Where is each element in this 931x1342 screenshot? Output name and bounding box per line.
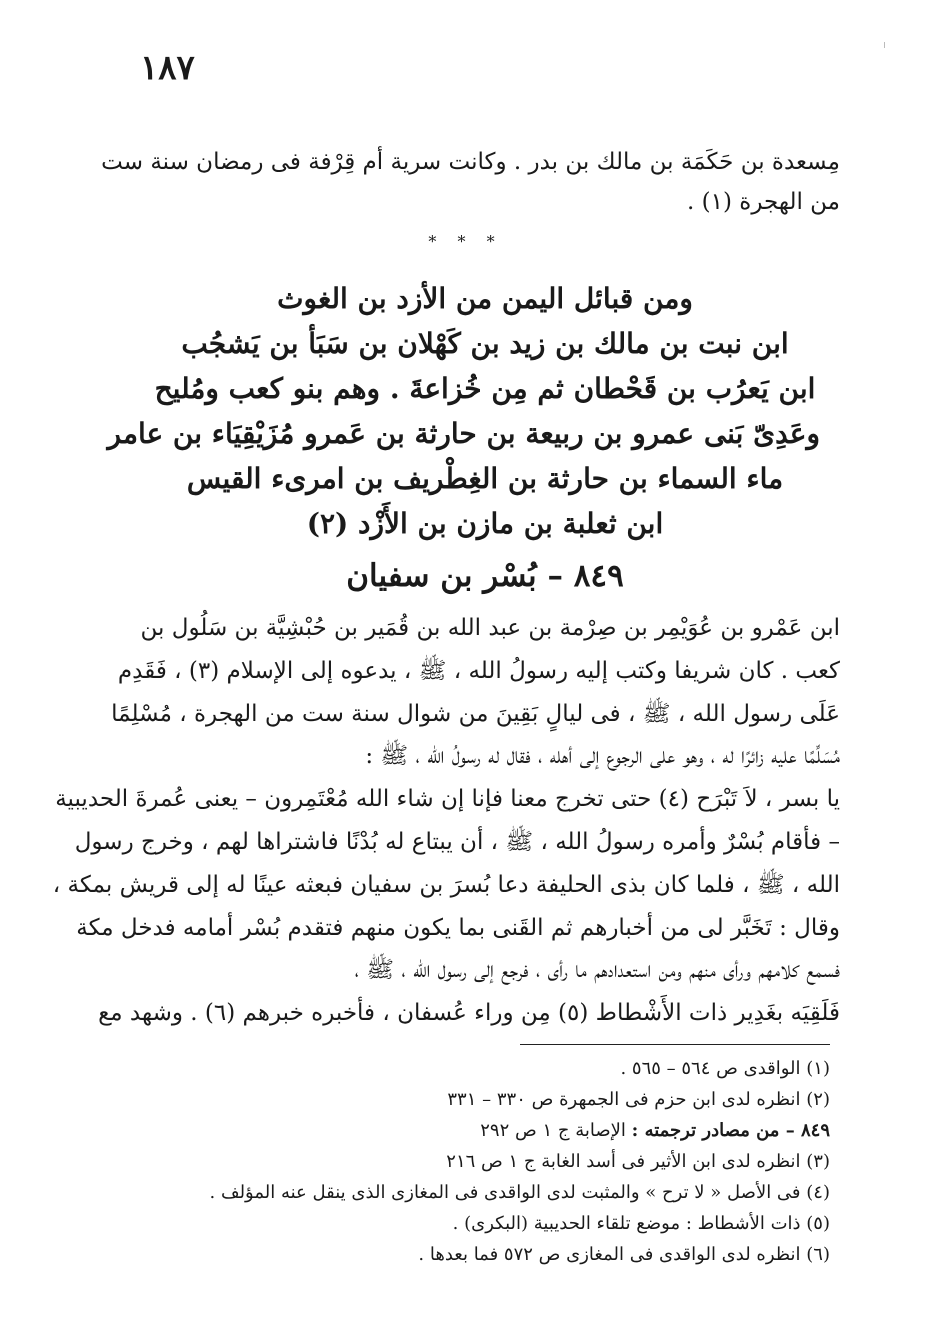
scan-mark — [884, 42, 885, 48]
footnote — [150, 1146, 830, 1177]
footnote — [150, 1208, 830, 1239]
footnotes — [150, 1053, 830, 1270]
footnote — [150, 1115, 830, 1146]
intro-line: مِسعدة بن حَكَمَة بن مالك بن بدر . وكانت سرية أم قِرْفة فى رمضان سنة ست — [101, 149, 840, 175]
footnote — [150, 1084, 830, 1115]
footnote-text: (٥) ذات الأشطاط : موضع تلقاء الحديبية (البكرى) . — [452, 1213, 830, 1234]
body-line: فَلَقِيَه بغَدِير ذات الأَشْطاط (٥) مِن وراء عُسفان ، فأخبره خبرهم (٦) . وشهد مع — [98, 1000, 840, 1027]
section-heading — [107, 276, 820, 546]
entry-title: ٨٤٩ – بُسْر بن سفيان — [346, 558, 624, 594]
body-line: وقال : تَخَبَّر لى من أخبارهم ثم القَنى بما يكون منهم فتقدم بُسْر أمامه فدخل مكة — [76, 914, 840, 941]
body-line: فسمع كلامهم ورأى منهم ومن استعدادهم ما رأى ، فرجع إلى رسول الله ، ﷺ ، — [354, 957, 840, 984]
footnote-text: (١) الواقدى ص ٥٦٤ – ٥٦٥ . — [620, 1058, 830, 1079]
body-line: عَلَى رسول الله ، ﷺ ، فى ليالٍ بَقِينَ من شوال سنة ست من الهجرة ، مُسْلِمًا — [111, 700, 840, 727]
footnote — [150, 1177, 830, 1208]
body-line: مُسَلِّمًا عليه زائرًا له ، وهو على الرجوع إلى أهله ، فقال له رسولُ الله ، ﷺ : — [365, 743, 840, 770]
footnote-text: (٦) انظره لدى الواقدى فى المغازى ص ٥٧٢ فما بعدها . — [418, 1244, 830, 1265]
footnote — [150, 1239, 830, 1270]
section-divider: * * * — [428, 232, 503, 251]
heading-line: ابن يَعرُب بن قَحْطان ثم مِن خُزاعةَ . وهم بنو كعب ومُليح — [154, 372, 816, 405]
body-line: يا بسر ، لاَ تَبْرَح (٤) حتى تخرج معنا فإنا إن شاء الله مُعْتَمِرون – يعنى عُمرةَ الحديبية — [55, 786, 840, 813]
heading-line: ماء السماء بن حارثة بن الغِطْريف بن امرىء القيس — [186, 462, 784, 495]
intro-paragraph — [101, 142, 840, 222]
heading-line: ابن نبت بن مالك بن زيد بن كَهْلان بن سَبَأ بن يَشجُب — [181, 327, 789, 360]
entry-body — [52, 607, 840, 1035]
footnote-separator — [520, 1044, 830, 1045]
footnote-text: الإصابة ج ١ ص ٢٩٢ — [480, 1120, 632, 1141]
body-line: ابن عَمْرو بن عُوَيْمِر بن صِرْمة بن عبد الله بن قُمَير بن حُبْشِيَّة بن سَلُول بن — [140, 615, 840, 641]
footnote-text: (٤) فى الأصل « لا ترح » والمثبت لدى الواقدى فى المغازى الذى ينقل عنه المؤلف . — [209, 1182, 830, 1203]
intro-line: من الهجرة (١) . — [687, 189, 840, 215]
footnote-text: (٣) انظره لدى ابن الأثير فى أسد الغابة ج ١ ص ٢١٦ — [446, 1151, 830, 1172]
body-line: – فأقام بُسْرٌ وأمره رسولُ الله ، ﷺ ، أن يبتاع له بُدْنًا فاشتراها لهم ، وخرج رسول — [74, 828, 840, 855]
body-line: كعب . كان شريفا وكتب إليه رسولُ الله ، ﷺ ، يدعوه إلى الإسلام (٣) ، فَقَدِم — [117, 657, 840, 684]
footnote — [150, 1053, 830, 1084]
heading-line: ومن قبائل اليمن من الأزد بن الغوث — [277, 282, 693, 315]
footnote-text: (٢) انظره لدى ابن حزم فى الجمهرة ص ٣٣٠ – ٣٣١ — [447, 1089, 830, 1110]
footnote-label: ٨٤٩ – من مصادر ترجمته : — [631, 1120, 830, 1141]
page-number: ١٨٧ — [140, 48, 195, 88]
heading-line: وعَدِىّ بَنى عمرو بن ربيعة بن حارثة بن عَمرو مُزَيْقِيَاء بن عامر — [107, 417, 820, 450]
body-line: الله ، ﷺ ، فلما كان بذى الحليفة دعا بُسرَ بن سفيان فبعثه عينًا له إلى قريش بمكة ، — [52, 871, 840, 898]
heading-line: ابن ثعلبة بن مازن بن الأَزْد (٢) — [306, 507, 664, 540]
